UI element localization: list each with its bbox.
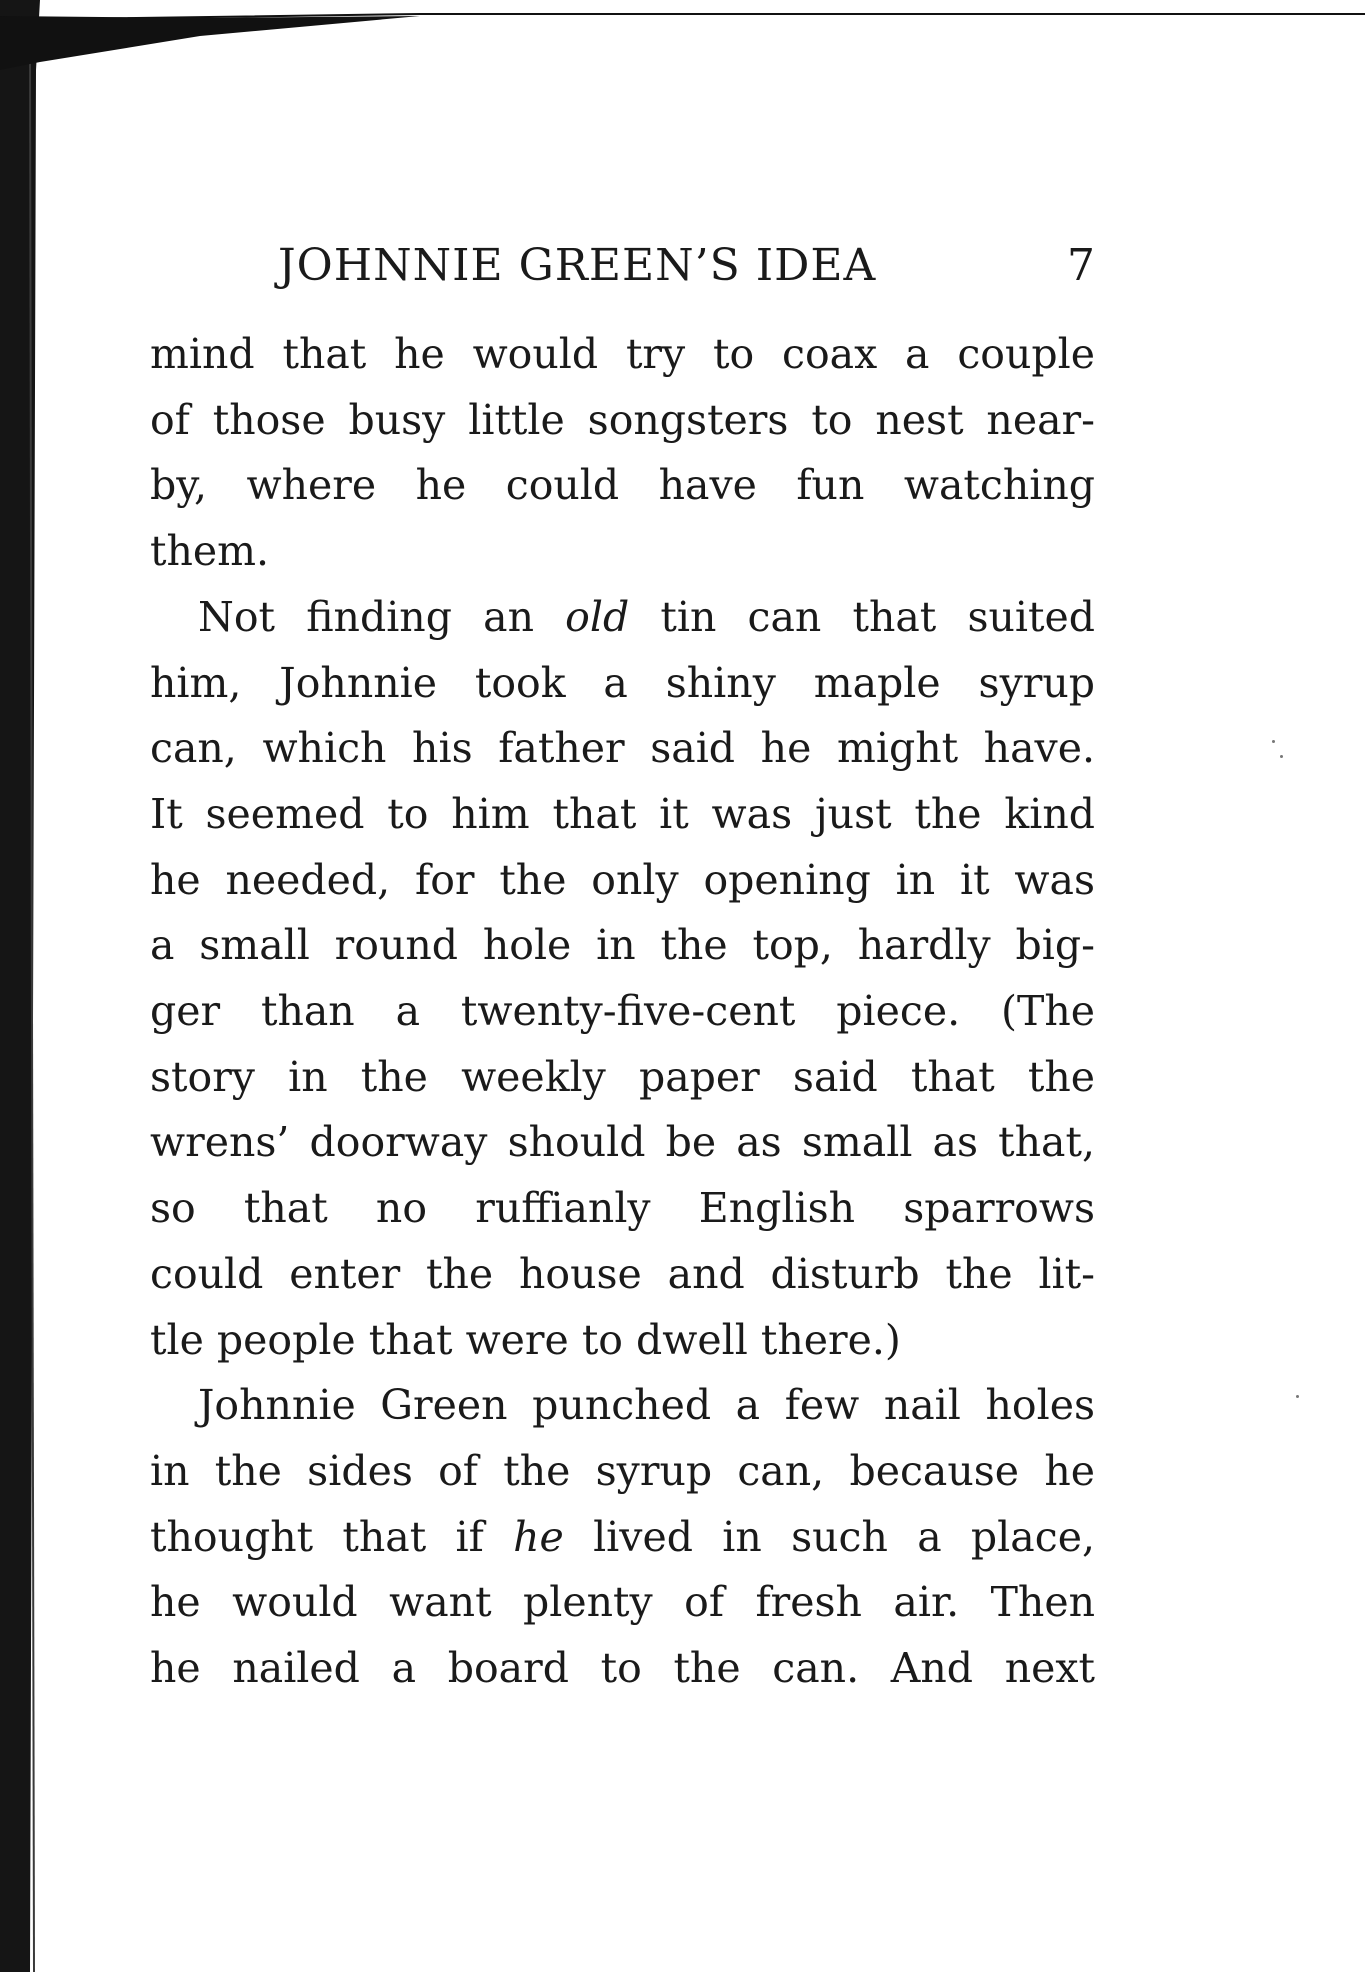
text-line: It seemed to him that it was just the kind [150,789,1095,838]
page-number: 7 [1067,240,1095,291]
text-run: Not finding an [198,592,566,641]
page-top-edge [0,0,1365,80]
text-line: he would want plenty of fresh air. Then [150,1578,1095,1627]
text-line: of those busy little songsters to nest near- [150,395,1095,444]
scan-speck [1296,1395,1299,1398]
text-line: story in the weekly paper said that the [150,1052,1095,1101]
paragraph-3 [150,1373,1095,1702]
text-line [150,585,1095,651]
text-line: wrens’ doorway should be as small as that, [150,1118,1095,1167]
binding-shadow [0,0,46,1972]
scan-speck [1280,755,1283,758]
paragraph-1 [150,322,1095,585]
paragraph-2 [150,585,1095,1373]
emphasis: he [513,1512,564,1561]
text-line: could enter the house and disturb the lit- [150,1249,1095,1298]
text-line: can, which his father said he might have. [150,724,1095,773]
text-line: he needed, for the only opening in it was [150,855,1095,904]
text-line: he nailed a board to the can. And next [150,1644,1095,1693]
text-run: tin can that suited [629,592,1095,641]
body-text [150,322,1095,1702]
text-line: mind that he would try to coax a couple [150,330,1095,378]
scan-speck [1272,740,1275,743]
text-line: a small round hole in the top, hardly big- [150,921,1095,970]
running-head [150,240,1095,300]
text-line [150,1505,1095,1571]
book-page [150,240,1095,1702]
running-title: JOHNNIE GREEN’S IDEA [278,240,877,291]
emphasis: old [565,592,630,641]
text-line: them. [150,527,270,576]
text-line: him, Johnnie took a shiny maple syrup [150,658,1095,707]
text-line: ger than a twenty-five-cent piece. (The [150,987,1095,1036]
text-line: so that no ruffianly English sparrows [150,1184,1095,1233]
text-line: Johnnie Green punched a few nail holes [198,1381,1095,1430]
text-line: in the sides of the syrup can, because he [150,1446,1095,1495]
text-run: thought that if [150,1512,514,1561]
text-line: tle people that were to dwell there.) [150,1315,901,1364]
text-line: by, where he could have fun watching [150,461,1095,510]
text-run: lived in such a place, [563,1512,1095,1561]
